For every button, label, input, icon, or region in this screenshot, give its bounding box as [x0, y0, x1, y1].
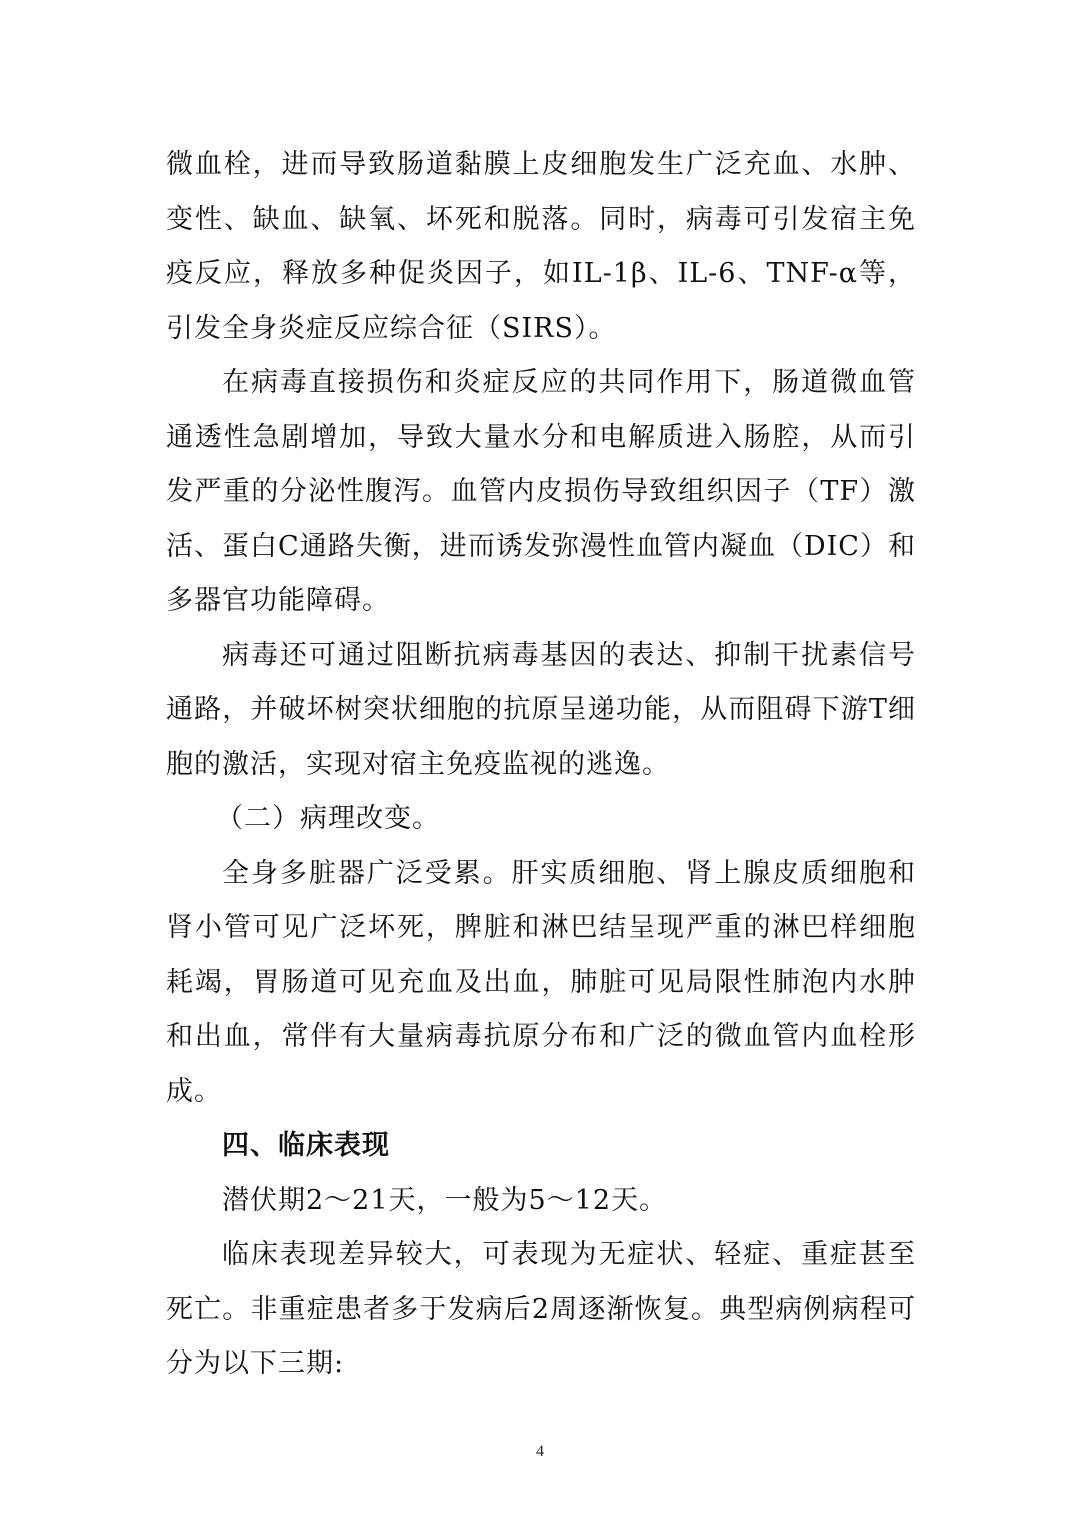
- paragraph-incubation: 潜伏期2～21天，一般为5～12天。: [222, 1184, 668, 1216]
- paragraph-vascular: 在病毒直接损伤和炎症反应的共同作用下，肠道微血管通透性急剧增加，导致大量水分和电解质进入肠腔，从而引发严重的分泌性腹泻。血管内皮损伤导致组织因子（TF）激活、蛋白C通路失衡，进而诱发弥漫性血管内凝血（DIC）和多器官功能障碍。: [166, 367, 916, 616]
- paragraph-clinical: 临床表现差异较大，可表现为无症状、轻症、重症甚至死亡。非重症患者多于发病后2周逐渐恢复。典型病例病程可分为以下三期:: [166, 1239, 916, 1379]
- paragraph-continuation: 微血栓，进而导致肠道黏膜上皮细胞发生广泛充血、水肿、变性、缺血、缺氧、坏死和脱落。同时，病毒可引发宿主免疫反应，释放多种促炎因子，如IL-1β、IL-6、TNF-α等，引发全身炎症反应综合征（SIRS）。: [166, 149, 916, 344]
- paragraph-immune-escape: 病毒还可通过阻断抗病毒基因的表达、抑制干扰素信号通路，并破坏树突状细胞的抗原呈递功能，从而阻碍下游T细胞的激活，实现对宿主免疫监视的逃逸。: [166, 639, 916, 780]
- document-body: [166, 138, 916, 1392]
- page-number: 4: [536, 1443, 544, 1460]
- paragraph-pathology: 全身多脏器广泛受累。肝实质细胞、肾上腺皮质细胞和肾小管可见广泛坏死，脾脏和淋巴结呈现严重的淋巴样细胞耗竭，胃肠道可见充血及出血，肺脏可见局限性肺泡内水肿和出血，常伴有大量病毒抗原分布和广泛的微血管内血栓形成。: [166, 857, 916, 1107]
- section-heading-clinical: 四、临床表现: [222, 1130, 390, 1161]
- subheading-pathology: （二）病理改变。: [216, 803, 440, 834]
